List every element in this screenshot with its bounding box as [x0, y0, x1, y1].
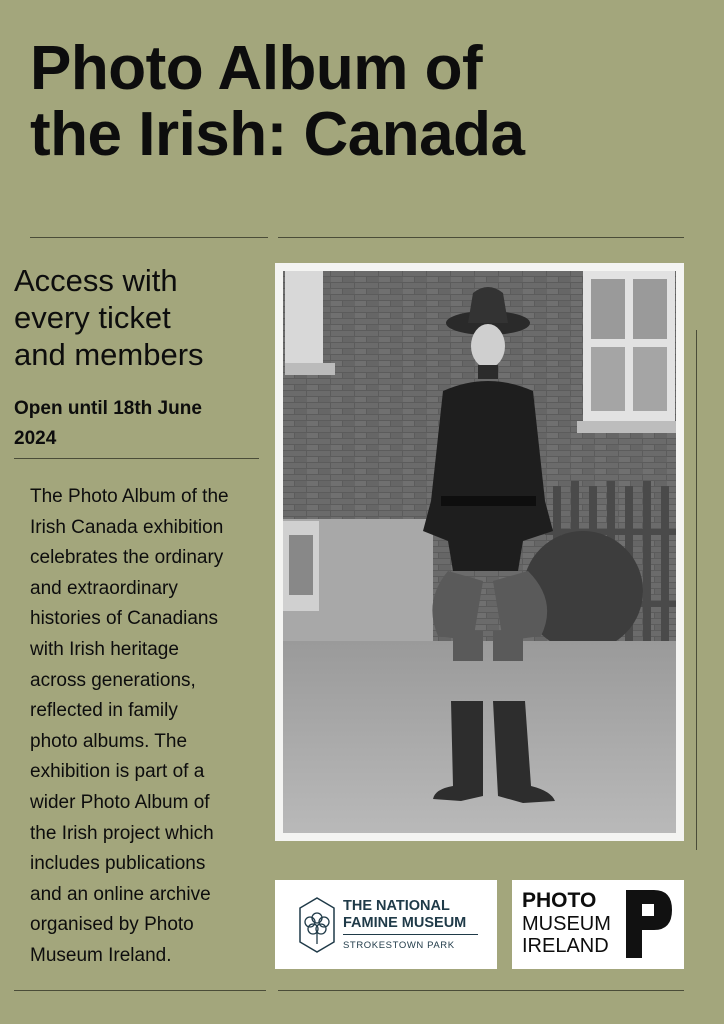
open-until-date: Open until 18th June 2024 — [14, 398, 202, 449]
famine-museum-name: THE NATIONAL FAMINE MUSEUM — [343, 898, 467, 931]
divider-top-right — [278, 237, 684, 238]
exhibition-description: The Photo Album of the Irish Canada exhibition celebrates the ordinary and extraordinary histories of Canadians with Irish heritage across generations, reflected in family photo albums. The exhibition is part of a wider Photo Album of the Irish project which includes publications and an online archive organised by Photo Museum Ireland. — [30, 486, 229, 966]
photo-museum-photo-word: PHOTO — [522, 889, 597, 912]
famine-museum-subtitle: STROKESTOWN PARK — [343, 940, 455, 951]
famine-museum-logo — [275, 880, 497, 969]
divider-mid-left — [14, 458, 259, 459]
famine-logo-divider — [343, 934, 478, 935]
p-mark-icon — [624, 890, 674, 958]
divider-bottom-right — [278, 990, 684, 991]
flower-emblem-icon — [297, 896, 337, 954]
divider-right-vertical — [696, 330, 697, 850]
photo-museum-name: MUSEUM IRELAND — [522, 913, 611, 957]
divider-bottom-left — [14, 990, 266, 991]
access-heading: Access with every ticket and members — [14, 263, 204, 372]
window-left — [285, 271, 323, 366]
divider-top-left — [30, 237, 268, 238]
photo-museum-logo — [512, 880, 684, 969]
soldier-photo — [283, 271, 676, 833]
photo-frame — [275, 263, 684, 841]
poster-title: Photo Album of the Irish: Canada — [30, 34, 525, 169]
